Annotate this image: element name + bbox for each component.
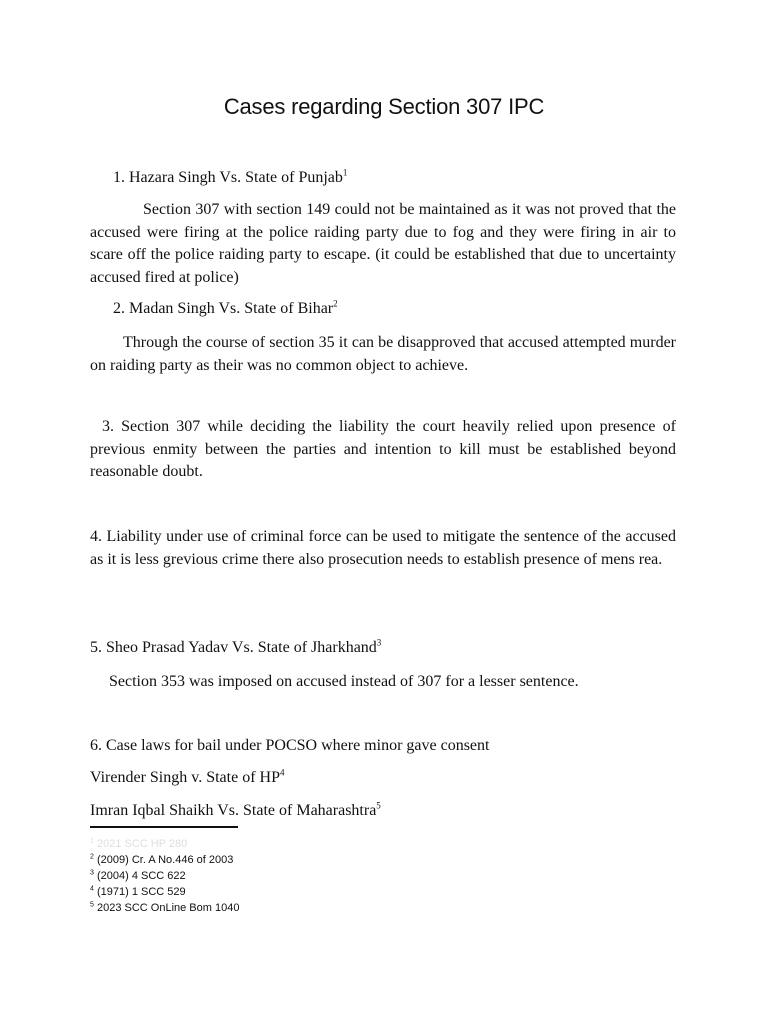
footnote-5 xyxy=(90,900,239,916)
footnote-num-3: 3 xyxy=(90,869,94,877)
case-heading-6: 6. Case laws for bail under POCSO where minor gave consent xyxy=(90,737,490,754)
footnotes xyxy=(90,836,239,916)
case-summary-2: Through the course of section 35 it can be disapproved that accused attempted murder on raiding party as their was no common object to achieve. xyxy=(90,334,676,374)
footnote-ref-1: 1 xyxy=(342,167,348,178)
footnote-text-5: 2023 SCC OnLine Bom 1040 xyxy=(96,902,240,914)
page-title: Cases regarding Section 307 IPC xyxy=(223,94,545,119)
case-heading-2 xyxy=(113,298,338,321)
footnote-separator xyxy=(90,826,238,828)
case-heading-1 xyxy=(113,167,347,190)
case-summary-1: Section 307 with section 149 could not be maintained as it was not proved that the accused were firing at the police raiding party due to fog and they were firing in air to scare off the police raiding party to escape. (it could be established that due to uncertainty accused fired at police) xyxy=(90,201,676,286)
footnote-ref-3: 3 xyxy=(376,637,382,648)
footnote-text-4: (1971) 1 SCC 529 xyxy=(96,886,186,898)
footnote-num-4: 4 xyxy=(90,885,94,893)
footnote-ref-5: 5 xyxy=(376,800,381,811)
footnote-1 xyxy=(90,836,239,852)
footnote-text-1: 2021 SCC HP 280 xyxy=(96,838,188,850)
footnote-num-2: 2 xyxy=(90,853,94,861)
footnote-text-3: (2004) 4 SCC 622 xyxy=(96,870,186,882)
case-name-virender xyxy=(90,767,284,790)
footnote-ref-2: 2 xyxy=(333,298,338,309)
footnote-2 xyxy=(90,852,239,868)
case-heading-1-text: 1. Hazara Singh Vs. State of Punjab xyxy=(113,169,343,186)
footnote-3 xyxy=(90,868,239,884)
case-name-virender-text: Virender Singh v. State of HP xyxy=(90,769,280,786)
point-3: 3. Section 307 while deciding the liability the court heavily relied upon presence of previous enmity between the parties and intention to kill must be established beyond reasonable doubt. xyxy=(90,418,676,480)
footnote-num-5: 5 xyxy=(90,901,94,909)
case-summary-5: Section 353 was imposed on accused instead of 307 for a lesser sentence. xyxy=(109,673,579,690)
case-heading-2-text: 2. Madan Singh Vs. State of Bihar xyxy=(113,300,334,317)
case-name-imran-text: Imran Iqbal Shaikh Vs. State of Maharashtra xyxy=(90,802,377,819)
point-4: 4. Liability under use of criminal force can be used to mitigate the sentence of the accused as it is less grevious crime there also prosecution needs to establish presence of mens rea. xyxy=(90,528,676,568)
footnote-ref-4: 4 xyxy=(279,767,285,778)
case-heading-5 xyxy=(90,637,381,660)
footnote-text-2: (2009) Cr. A No.446 of 2003 xyxy=(96,854,234,866)
case-name-imran xyxy=(90,800,381,823)
footnote-num-1: 1 xyxy=(90,837,94,845)
footnote-4 xyxy=(90,884,239,900)
case-heading-5-text: 5. Sheo Prasad Yadav Vs. State of Jharkhand xyxy=(90,639,377,656)
